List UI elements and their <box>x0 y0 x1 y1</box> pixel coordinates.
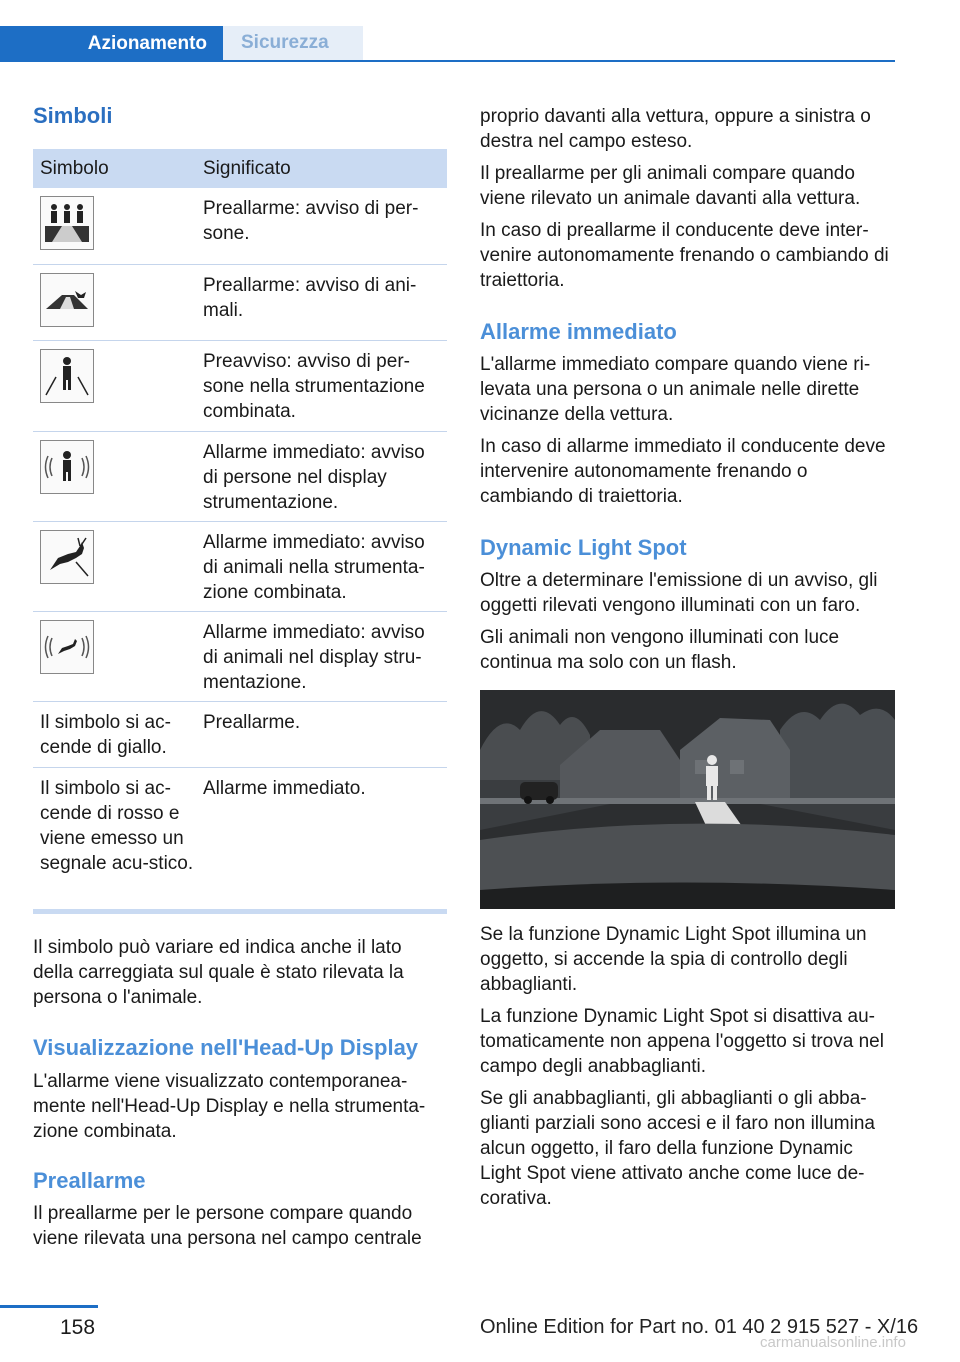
column-header-symbol: Simbolo <box>40 157 109 179</box>
row-meaning: Allarme immediato: avviso di animali nel display stru-mentazione. <box>203 622 425 693</box>
symbols-table <box>33 149 447 914</box>
driver-action-paragraph: In caso di preallarme il conducente deve inter-venire autonomamente frenando o cambiando di traiettoria. <box>480 220 889 291</box>
pedestrians-warning-icon <box>40 196 94 250</box>
section-title-preallarme: Preallarme <box>33 1168 146 1193</box>
table-header <box>33 149 447 188</box>
tab-sicurezza[interactable]: Sicurezza <box>223 26 363 60</box>
row-meaning: Preallarme: avviso di per-sone. <box>203 198 419 244</box>
preallarme-continued: proprio davanti alla vettura, oppure a sinistra o destra nel campo esteso. <box>480 106 871 152</box>
table-row <box>33 188 447 265</box>
watermark: carmanualsonline.info <box>760 1334 906 1351</box>
row-symbol-text: Il simbolo si ac-cende di rosso e viene emesso un segnale acu-stico. <box>40 778 194 874</box>
row-meaning: Preallarme. <box>203 712 301 733</box>
animal-road-warning-icon <box>40 273 94 327</box>
dls-paragraph-2: Gli animali non vengono illuminati con luce continua ma solo con un flash. <box>480 627 840 673</box>
dynamic-light-spot-photo <box>480 690 895 909</box>
table-row <box>33 265 447 341</box>
after-photo-paragraph-1: Se la funzione Dynamic Light Spot illumina un oggetto, si accende la spia di controllo degli abbaglianti. <box>480 924 867 995</box>
page-number: 158 <box>60 1316 96 1339</box>
table-row <box>33 341 447 432</box>
row-meaning: Allarme immediato: avviso di animali nella strumenta-zione combinata. <box>203 532 425 603</box>
section-title-simboli: Simboli <box>33 103 113 128</box>
tab-azionamento[interactable]: Azionamento <box>0 26 223 62</box>
after-photo-paragraph-3: Se gli anabbaglianti, gli abbaglianti o gli abba-glianti parziali sono accesi e il faro non illumina alcun oggetto, il faro della funzione Dynamic Light Spot viene attivato anche come luce de-corativa. <box>480 1088 875 1209</box>
hud-paragraph: L'allarme viene visualizzato contemporanea-mente nell'Head-Up Display e nella strumenta-zione combinata. <box>33 1071 426 1142</box>
preallarme-paragraph: Il preallarme per le persone compare quando viene rilevata una persona nel campo centrale <box>33 1203 422 1249</box>
allarme-immediato-action: In caso di allarme immediato il conducente deve intervenire autonomamente frenando o cambiando di traiettoria. <box>480 436 886 507</box>
symbol-variation-note: Il simbolo può variare ed indica anche il lato della carreggiata sul quale è stato rilevata la persona o l'animale. <box>33 937 404 1008</box>
section-title-dynamic-light-spot: Dynamic Light Spot <box>480 535 687 560</box>
pedestrian-acoustic-icon <box>40 440 94 494</box>
table-bottom-rule <box>33 909 447 914</box>
dls-paragraph-1: Oltre a determinare l'emissione di un avviso, gli oggetti rilevati vengono illuminati con un faro. <box>480 570 878 616</box>
row-meaning: Allarme immediato. <box>203 778 366 799</box>
chapter-header <box>0 26 895 62</box>
row-meaning: Allarme immediato: avviso di persone nel display strumentazione. <box>203 442 425 513</box>
edition-info: Online Edition for Part no. 01 40 2 915 527 - X/16 <box>480 1316 919 1338</box>
allarme-immediato-paragraph: L'allarme immediato compare quando viene ri-levata una persona o un animale nelle dirette vicinanze della vettura. <box>480 354 871 425</box>
deer-acoustic-icon <box>40 620 94 674</box>
table-row <box>33 612 447 702</box>
footer-rule <box>0 1305 98 1308</box>
row-meaning: Preavviso: avviso di per-sone nella strumentazione combinata. <box>203 351 425 422</box>
animal-preallarme-paragraph: Il preallarme per gli animali compare quando viene rilevato un animale davanti alla vettura. <box>480 163 861 209</box>
row-symbol-text: Il simbolo si ac-cende di giallo. <box>40 712 171 758</box>
section-title-hud: Visualizzazione nell'Head-Up Display <box>33 1035 419 1060</box>
table-row <box>33 768 447 903</box>
table-row <box>33 522 447 612</box>
row-meaning: Preallarme: avviso di ani-mali. <box>203 275 417 321</box>
table-row <box>33 432 447 522</box>
section-title-allarme-immediato: Allarme immediato <box>480 319 677 344</box>
table-row <box>33 702 447 768</box>
column-header-meaning: Significato <box>203 157 291 179</box>
pedestrian-cluster-icon <box>40 349 94 403</box>
after-photo-paragraph-2: La funzione Dynamic Light Spot si disattiva au-tomaticamente non appena l'oggetto si trova nel campo degli anabbaglianti. <box>480 1006 884 1077</box>
deer-cluster-icon <box>40 530 94 584</box>
